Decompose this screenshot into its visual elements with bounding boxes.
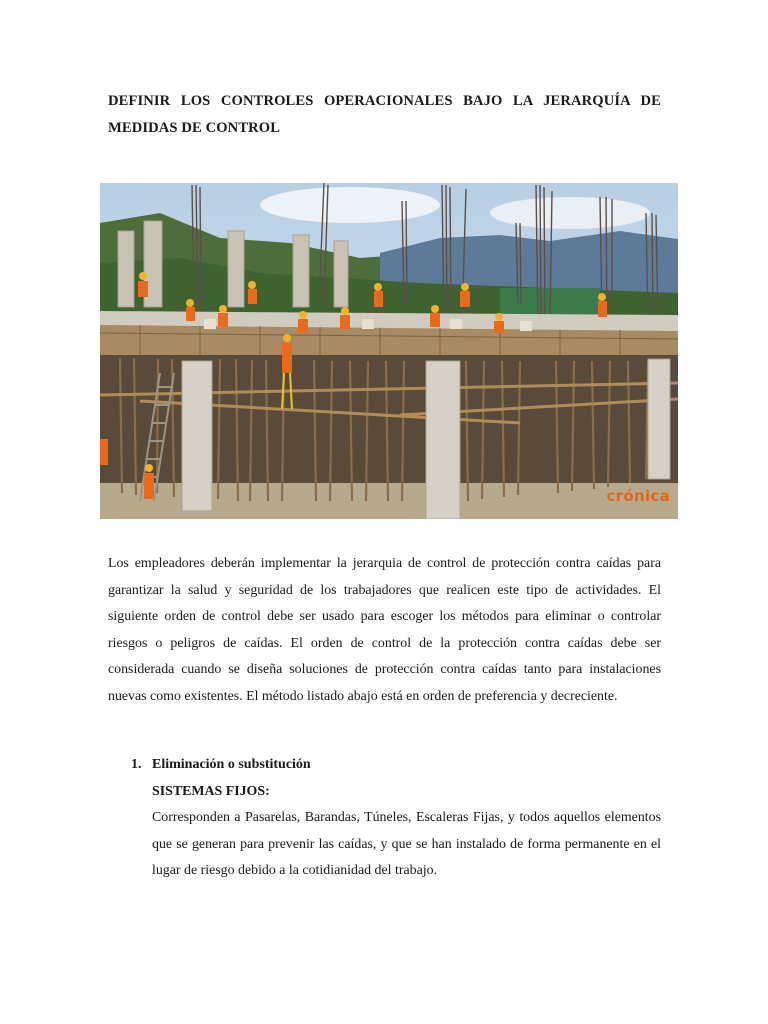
list-item [108, 752, 661, 779]
list-item-body [152, 779, 661, 885]
list-item-number: 1. [131, 757, 142, 772]
construction-site-photo [100, 183, 678, 519]
document-title: DEFINIR LOS CONTROLES OPERACIONALES BAJO LA JERARQUÍA DE MEDIDAS DE CONTROL [108, 93, 661, 136]
list-item-subheading: SISTEMAS FIJOS: [152, 783, 270, 799]
photo-watermark: crónica [606, 487, 670, 505]
list-item-heading: Eliminación o substitución [152, 757, 311, 772]
intro-paragraph: Los empleadores deberán implementar la jerarquia de control de protección contra caídas para garantizar la salud y seguridad de los trabajadores que realicen este tipo de actividades. El siguiente orden de control debe ser usado para escoger los métodos para eliminar o controlar riesgos o peligros de caídas. El orden de control de la protección contra caídas debe ser considerada cuando se diseña soluciones de protección contra caídas tanto para instalaciones nuevas como existentes. El método listado abajo está en orden de preferencia y decreciente. [108, 556, 661, 704]
list-item-text: Corresponden a Pasarelas, Barandas, Túneles, Escaleras Fijas, y todos aquellos elementos que se generan para prevenir las caídas, y que se han instalado de forma permanente en el lugar de riesgo debido a la cotidianidad del trabajo. [152, 810, 661, 878]
control-hierarchy-list [108, 752, 661, 885]
